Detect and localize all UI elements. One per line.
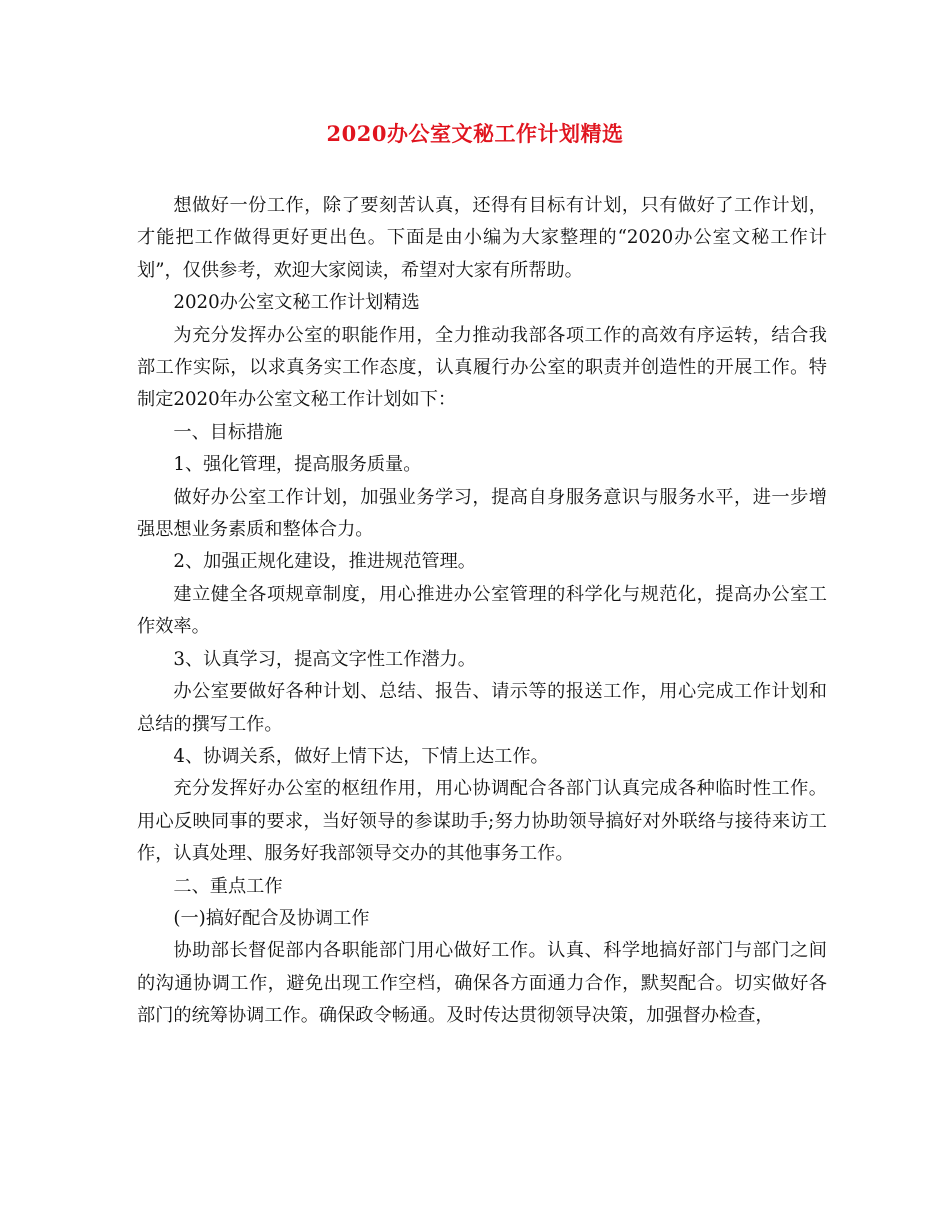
- subsection-paragraph-1: 协助部长督促部内各职能部门用心做好工作。认真、科学地搞好部门与部门之间的沟通协调工作，避免出现工作空档，确保各方面通力合作，默契配合。切实做好各部门的统筹协调工作。确保政令畅通。及时传达贯彻领导决策，加强督办检查，: [137, 940, 827, 1027]
- item-heading-3: 3、认真学习，提高文字性工作潜力。: [173, 648, 476, 670]
- item-heading-1: 1、强化管理，提高服务质量。: [173, 454, 422, 476]
- intro-paragraph: 想做好一份工作，除了要刻苦认真，还得有目标有计划，只有做好了工作计划，才能把工作做得更好更出色。下面是由小编为大家整理的“2020办公室文秘工作计划”，仅供参考，欢迎大家阅读，希望对大家有所帮助。: [137, 195, 827, 281]
- subsection-heading-1: (一)搞好配合及协调工作: [173, 907, 370, 929]
- item-paragraph-2: 建立健全各项规章制度，用心推进办公室管理的科学化与规范化，提高办公室工作效率。: [137, 583, 827, 638]
- item-heading-2: 2、加强正规化建设，推进规范管理。: [173, 551, 476, 573]
- item-paragraph-1: 做好办公室工作计划，加强业务学习，提高自身服务意识与服务水平，进一步增强思想业务素质和整体合力。: [137, 486, 827, 541]
- subtitle-line: 2020办公室文秘工作计划精选: [173, 292, 420, 314]
- section-heading-key-work: 二、重点工作: [173, 875, 283, 897]
- document-body: [137, 190, 827, 1033]
- item-paragraph-4: 充分发挥好办公室的枢纽作用，用心协调配合各部门认真完成各种临时性工作。用心反映同事的要求，当好领导的参谋助手;努力协助领导搞好对外联络与接待来访工作，认真处理、服务好我部领导交办的其他事务工作。: [137, 778, 827, 865]
- item-heading-4: 4、协调关系，做好上情下达，下情上达工作。: [173, 745, 549, 767]
- item-paragraph-3: 办公室要做好各种计划、总结、报告、请示等的报送工作，用心完成工作计划和总结的撰写工作。: [137, 681, 827, 735]
- section-heading-goals: 一、目标措施: [173, 421, 283, 443]
- document-title: 2020办公室文秘工作计划精选: [326, 121, 624, 146]
- purpose-paragraph: 为充分发挥办公室的职能作用，全力推动我部各项工作的高效有序运转，结合我部工作实际，以求真务实工作态度，认真履行办公室的职责并创造性的开展工作。特制定2020年办公室文秘工作计划如下：: [137, 324, 827, 411]
